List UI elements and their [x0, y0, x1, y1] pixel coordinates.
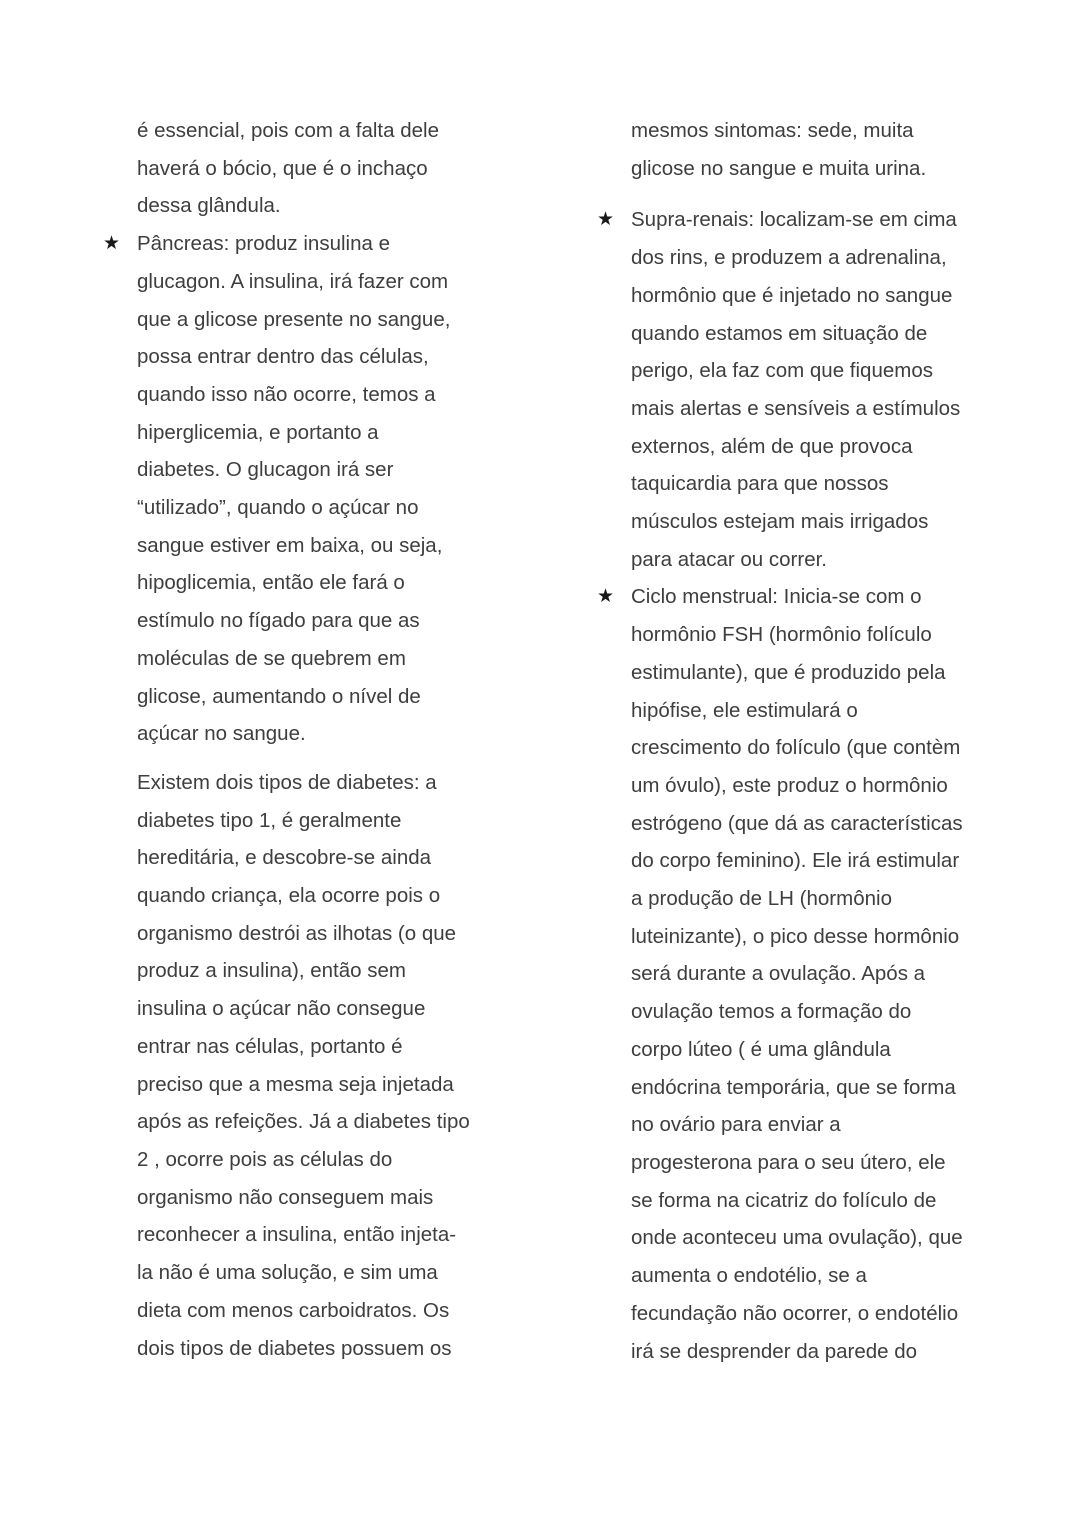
text-line: taquicardia para que nossos: [631, 472, 889, 496]
text-line: luteinizante), o pico desse hormônio: [631, 924, 960, 948]
text-line: glicose no sangue e muita urina.: [631, 156, 927, 180]
text-line: corpo lúteo ( é uma glândula: [631, 1037, 891, 1061]
text-line: fecundação não ocorrer, o endotélio: [631, 1301, 959, 1325]
text-line: insulina o açúcar não consegue: [137, 997, 426, 1021]
text-line: sangue estiver em baixa, ou seja,: [137, 533, 443, 557]
text-paragraph: [103, 764, 547, 1367]
text-line: quando criança, ela ocorre pois o: [137, 884, 441, 908]
text-column-right: [597, 112, 1041, 1527]
star-bullet-icon: ★: [597, 209, 615, 231]
text-line: Pâncreas: produz insulina e: [137, 232, 390, 256]
text-line: la não é uma solução, e sim uma: [137, 1261, 438, 1285]
text-continuation: [597, 112, 1041, 187]
text-column-left: [103, 112, 547, 1527]
star-bullet-icon: ★: [597, 586, 615, 608]
text-line: glicose, aumentando o nível de: [137, 684, 421, 708]
text-line: perigo, ela faz com que fiquemos: [631, 359, 933, 383]
text-line: dois tipos de diabetes possuem os: [137, 1336, 452, 1360]
text-line: um óvulo), este produz o hormônio: [631, 773, 948, 797]
text-line: dieta com menos carboidratos. Os: [137, 1298, 450, 1322]
text-line: aumenta o endotélio, se a: [631, 1264, 867, 1288]
text-line: externos, além de que provoca: [631, 434, 913, 458]
text-line: se forma na cicatriz do folículo de: [631, 1188, 937, 1212]
text-line: ovulação temos a formação do: [631, 1000, 912, 1024]
text-line: diabetes tipo 1, é geralmente: [137, 808, 402, 832]
text-line: será durante a ovulação. Após a: [631, 962, 926, 986]
text-line: mais alertas e sensíveis a estímulos: [631, 396, 961, 420]
text-line: estimulante), que é produzido pela: [631, 660, 946, 684]
text-line: quando estamos em situação de: [631, 321, 928, 345]
star-bullet-icon: ★: [103, 233, 121, 255]
text-line: mesmos sintomas: sede, muita: [631, 119, 914, 142]
text-line: dessa glândula.: [137, 194, 281, 218]
text-line: Ciclo menstrual: Inicia-se com o: [631, 585, 922, 609]
text-line: hormônio FSH (hormônio folículo: [631, 623, 932, 647]
text-line: organismo não conseguem mais: [137, 1185, 434, 1209]
text-line: reconhecer a insulina, então injeta-: [137, 1223, 457, 1247]
text-line: hipoglicemia, então ele fará o: [137, 571, 405, 595]
text-line: do corpo feminino). Ele irá estimular: [631, 849, 960, 873]
bullet-list-item: [103, 225, 547, 753]
text-line: a produção de LH (hormônio: [631, 887, 892, 911]
text-line: produz a insulina), então sem: [137, 959, 406, 983]
text-line: glucagon. A insulina, irá fazer com: [137, 269, 449, 293]
text-line: após as refeições. Já a diabetes tipo: [137, 1110, 470, 1134]
text-line: hipófise, ele estimulará o: [631, 698, 858, 722]
text-line: hiperglicemia, e portanto a: [137, 420, 379, 444]
text-line: hormônio que é injetado no sangue: [631, 283, 953, 307]
text-line: no ovário para enviar a: [631, 1113, 841, 1137]
text-line: que a glicose presente no sangue,: [137, 307, 451, 331]
text-line: irá se desprender da parede do: [631, 1339, 918, 1363]
text-line: Existem dois tipos de diabetes: a: [137, 770, 437, 794]
text-line: moléculas de se quebrem em: [137, 646, 406, 670]
text-line: onde aconteceu uma ovulação), que: [631, 1226, 963, 1250]
text-line: dos rins, e produzem a adrenalina,: [631, 246, 947, 270]
text-line: organismo destrói as ilhotas (o que: [137, 921, 457, 945]
bullet-list-item: [597, 201, 1041, 578]
text-line: açúcar no sangue.: [137, 722, 306, 746]
text-line: haverá o bócio, que é o inchaço: [137, 156, 428, 180]
text-line: estrógeno (que dá as características: [631, 811, 963, 835]
text-line: músculos estejam mais irrigados: [631, 510, 929, 534]
text-line: é essencial, pois com a falta dele: [137, 119, 439, 142]
text-line: Supra-renais: localizam-se em cima: [631, 208, 957, 232]
text-line: possa entrar dentro das células,: [137, 345, 429, 369]
text-line: 2 , ocorre pois as células do: [137, 1147, 393, 1171]
text-line: endócrina temporária, que se forma: [631, 1075, 956, 1099]
text-line: “utilizado”, quando o açúcar no: [137, 496, 419, 520]
text-line: progesterona para o seu útero, ele: [631, 1150, 946, 1174]
text-line: preciso que a mesma seja injetada: [137, 1072, 454, 1096]
text-continuation: [103, 112, 547, 225]
text-line: hereditária, e descobre-se ainda: [137, 846, 432, 870]
text-line: estímulo no fígado para que as: [137, 609, 420, 633]
text-line: diabetes. O glucagon irá ser: [137, 458, 394, 482]
text-line: crescimento do folículo (que contèm: [631, 736, 961, 760]
text-line: quando isso não ocorre, temos a: [137, 382, 436, 406]
bullet-list-item: [597, 578, 1041, 1370]
text-line: para atacar ou correr.: [631, 547, 827, 571]
text-line: entrar nas células, portanto é: [137, 1034, 403, 1058]
